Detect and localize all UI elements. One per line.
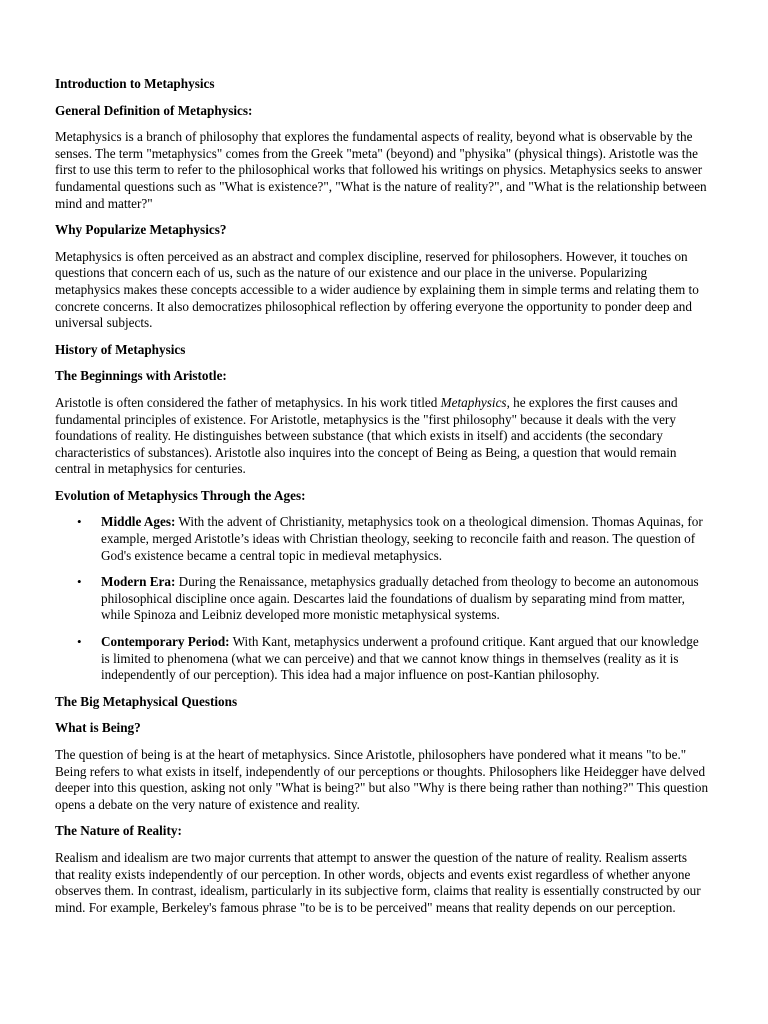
list-item-label: Modern Era: xyxy=(101,574,176,590)
reality-heading: The Nature of Reality: xyxy=(55,823,182,839)
popularize-paragraph: Metaphysics is often perceived as an abstract and complex discipline, reserved for philosophers. However, it touches on questions that concern each of us, such as the nature of our existence and our place in the universe. Popularizing metaphysics makes these concepts accessible to a wider audience by explaining them in simple terms and relating them to concrete concerns. It also democratizes philosophical reflection by offering everyone the opportunity to ponder deep and universal subjects. xyxy=(55,248,699,331)
aristotle-heading: The Beginnings with Aristotle: xyxy=(55,368,227,384)
list-item-label: Middle Ages: xyxy=(101,514,176,530)
list-item-text: With Kant, metaphysics underwent a profound critique. Kant argued that our knowledge is limited to phenomena (what we can perceive) and that we cannot know things in themselves (reality as it is independently of our perception). This idea had a major influence on post-Kantian philosophy. xyxy=(101,634,699,683)
list-item-label: Contemporary Period: xyxy=(101,634,230,650)
aristotle-text-before: Aristotle is often considered the father of metaphysics. In his work titled xyxy=(55,394,441,410)
evolution-list xyxy=(55,514,710,683)
list-item-text: During the Renaissance, metaphysics gradually detached from theology to become an autonomous philosophical discipline once again. Descartes laid the foundations of dualism by separating mind from matter, while Spinoza and Leibniz developed more monistic metaphysical systems. xyxy=(101,574,699,623)
aristotle-text-after: , he explores the first causes and fundamental principles of existence. For Aristotle, metaphysics is the "first philosophy" because it deals with the very foundations of reality. He distinguishes between substance (that which exists in itself) and accidents (the secondary characteristics of substances). Aristotle also inquires into the concept of Being as Being, a question that would remain central in metaphysics for centuries. xyxy=(55,394,678,477)
aristotle-paragraph xyxy=(55,395,710,478)
list-item xyxy=(77,634,710,684)
being-heading: What is Being? xyxy=(55,720,141,736)
bullet-icon: • xyxy=(77,634,82,650)
bullet-icon: • xyxy=(77,574,82,590)
metaphysics-work-title: Metaphysics xyxy=(440,394,507,410)
list-item-text: With the advent of Christianity, metaphysics took on a theological dimension. Thomas Aquinas, for example, merged Aristotle’s ideas with Christian theology, seeking to reconcile faith and reason. The question of God's existence became a central topic in medieval metaphysics. xyxy=(101,514,703,563)
bullet-icon: • xyxy=(77,514,82,530)
document-title: Introduction to Metaphysics xyxy=(55,76,215,91)
big-questions-heading: The Big Metaphysical Questions xyxy=(55,693,238,709)
definition-heading: General Definition of Metaphysics: xyxy=(55,102,253,118)
history-heading: History of Metaphysics xyxy=(55,341,186,357)
list-item xyxy=(77,574,710,624)
reality-paragraph: Realism and idealism are two major currents that attempt to answer the question of the nature of reality. Realism asserts that reality exists independently of our perception. In other words, objects and events exist regardless of whether anyone observes them. In contrast, idealism, particularly in its subjective form, claims that reality is essentially constructed by our mind. For example, Berkeley's famous phrase "to be is to be perceived" means that reality depends on our perception. xyxy=(55,849,701,915)
evolution-heading: Evolution of Metaphysics Through the Ages: xyxy=(55,487,306,503)
being-paragraph: The question of being is at the heart of metaphysics. Since Aristotle, philosophers have pondered what it means "to be." Being refers to what exists in itself, independently of our perceptions or thoughts. Philosophers like Heidegger have delved deeper into this question, asking not only "What is being?" but also "Why is there being rather than nothing?" This question opens a debate on the very nature of existence and reality. xyxy=(55,747,709,812)
list-item xyxy=(77,514,710,564)
popularize-heading: Why Popularize Metaphysics? xyxy=(55,222,227,238)
document-page xyxy=(55,76,710,926)
definition-paragraph: Metaphysics is a branch of philosophy that explores the fundamental aspects of reality, beyond what is observable by the senses. The term "metaphysics" comes from the Greek "meta" (beyond) and "physika" (physical things). Aristotle was the first to use this term to refer to the philosophical works that followed his writings on physics. Metaphysics seeks to answer fundamental questions such as "What is existence?", "What is the nature of reality?", and "What is the relationship between mind and matter?" xyxy=(55,129,707,211)
